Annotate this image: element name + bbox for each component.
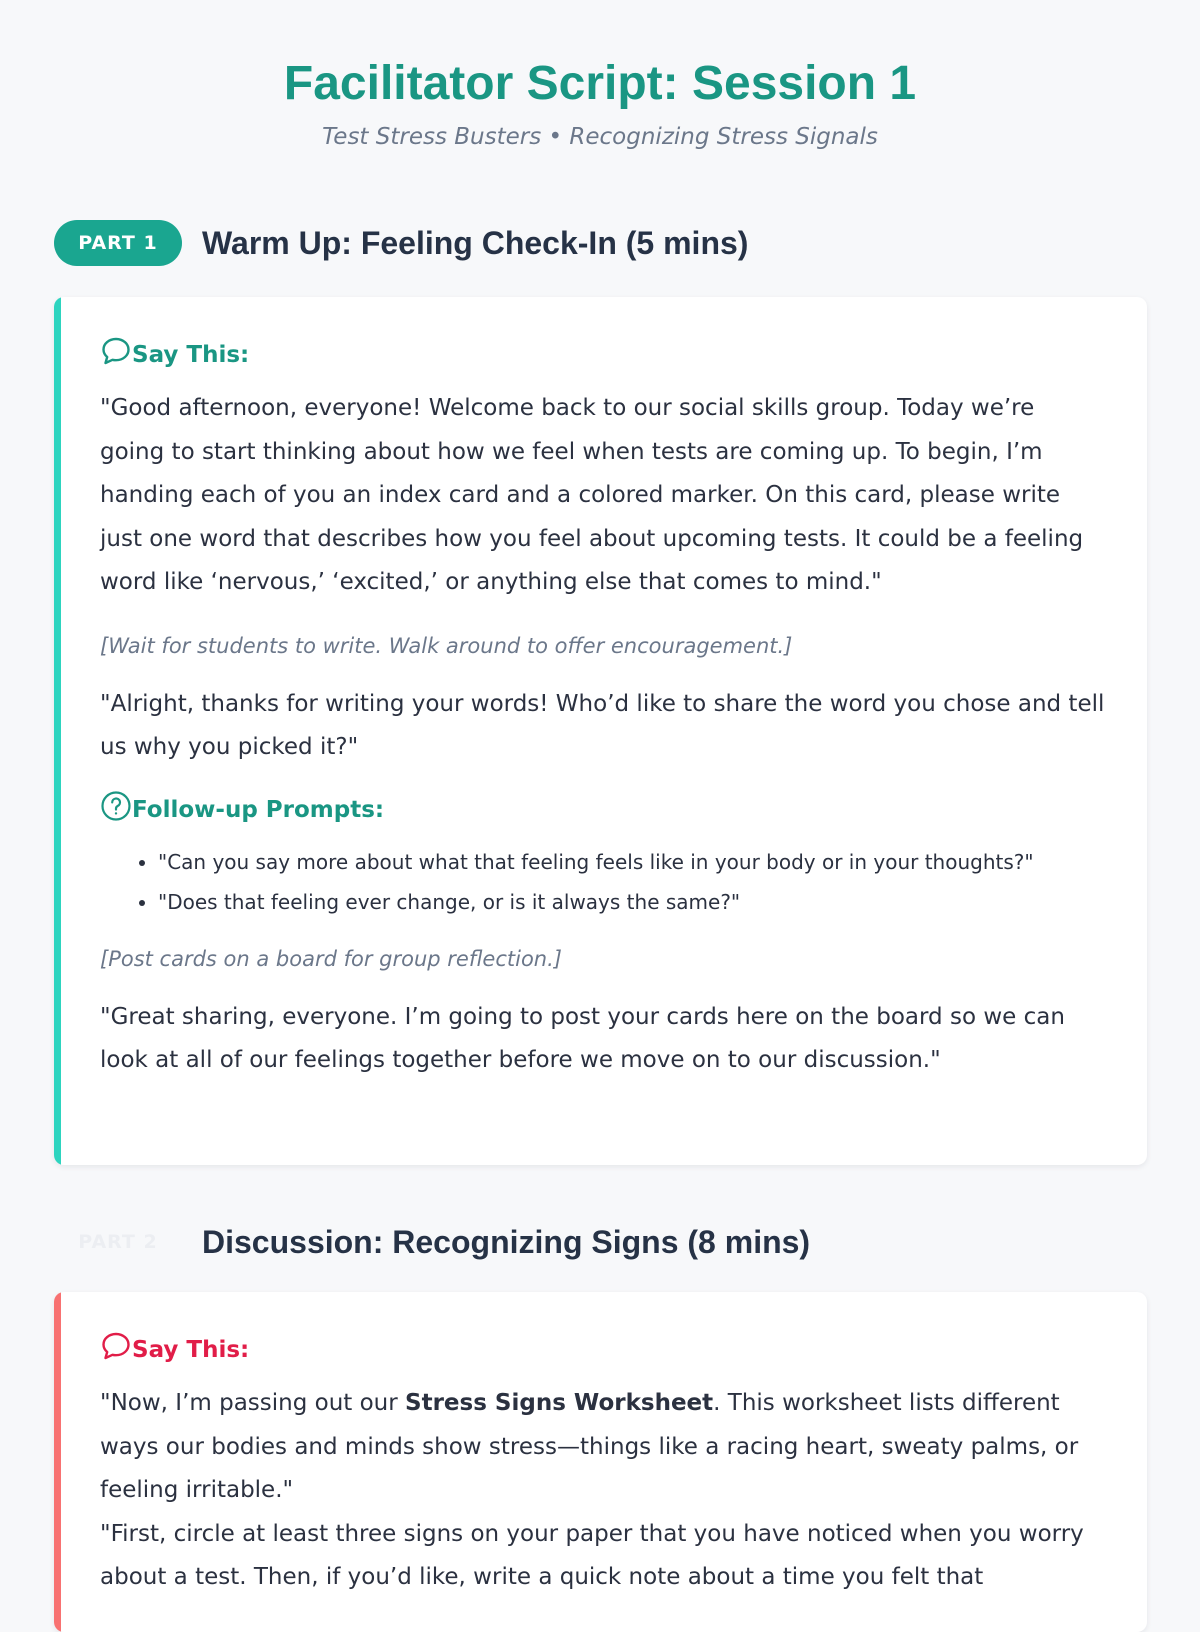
follow-up-label [100, 790, 1105, 830]
script-speech: "Good afternoon, everyone! Welcome back to our social skills group. Today we’re going to start thinking about how we feel when tests are coming up. To begin, I’m handing each of you an index card and a colored marker. On this card, please write just one word that describes how you feel about upcoming tests. It could be a feeling word like ‘nervous,’ ‘excited,’ or anything else that comes to mind." [100, 395, 1084, 595]
worksheet-name: Stress Signs Worksheet [405, 1390, 714, 1416]
speech-text: . This worksheet lists different ways our bodies and minds show stress—things like a racing heart, sweaty palms, or feeling irritable." [100, 1390, 1079, 1503]
part-badge: PART 1 [54, 220, 182, 266]
section-header-part-1 [54, 220, 748, 266]
say-this-label [100, 1330, 1105, 1370]
page-subtitle: Test Stress Busters • Recognizing Stress Signals [322, 124, 878, 150]
section-header-part-2 [54, 1219, 810, 1265]
follow-up-text: Follow-up Prompts: [132, 796, 385, 823]
page-header [0, 0, 1200, 152]
part-badge: PART 2 [78, 1231, 158, 1253]
script-card-part-2 [54, 1292, 1147, 1632]
script-card-part-1 [54, 297, 1147, 1165]
speech-bubble-icon [100, 335, 132, 375]
stage-direction: [Post cards on a board for group reflection.] [100, 946, 562, 971]
say-this-label [100, 335, 1105, 375]
follow-up-list [100, 842, 1105, 922]
say-this-text: Say This: [132, 342, 250, 368]
script-speech: "First, circle at least three signs on your paper that you have noticed when you worry about a test. Then, if you’d like, write a quick note about a time you felt that [100, 1520, 1084, 1590]
script-speech: "Alright, thanks for writing your words! Who’d like to share the word you chose and tell us why you picked it?" [100, 690, 1105, 760]
speech-bubble-icon [100, 1330, 132, 1370]
list-item: • "Does that feeling ever change, or is it always the same?" [158, 882, 1105, 922]
stage-direction: [Wait for students to write. Walk around to offer encouragement.] [100, 633, 793, 658]
question-circle-icon [100, 790, 132, 830]
list-item: • "Can you say more about what that feeling feels like in your body or in your thoughts?" [158, 842, 1105, 882]
script-speech [100, 1382, 1105, 1513]
page-title: Facilitator Script: Session 1 [283, 57, 917, 110]
section-title: Discussion: Recognizing Signs (8 mins) [202, 1223, 811, 1260]
speech-text: "Now, I’m passing out our [100, 1390, 406, 1416]
script-speech: "Great sharing, everyone. I’m going to post your cards here on the board so we can look at all of our feelings together before we move on to our discussion." [100, 1003, 1065, 1073]
section-title: Warm Up: Feeling Check-In (5 mins) [202, 224, 749, 261]
say-this-text: Say This: [132, 1337, 250, 1363]
